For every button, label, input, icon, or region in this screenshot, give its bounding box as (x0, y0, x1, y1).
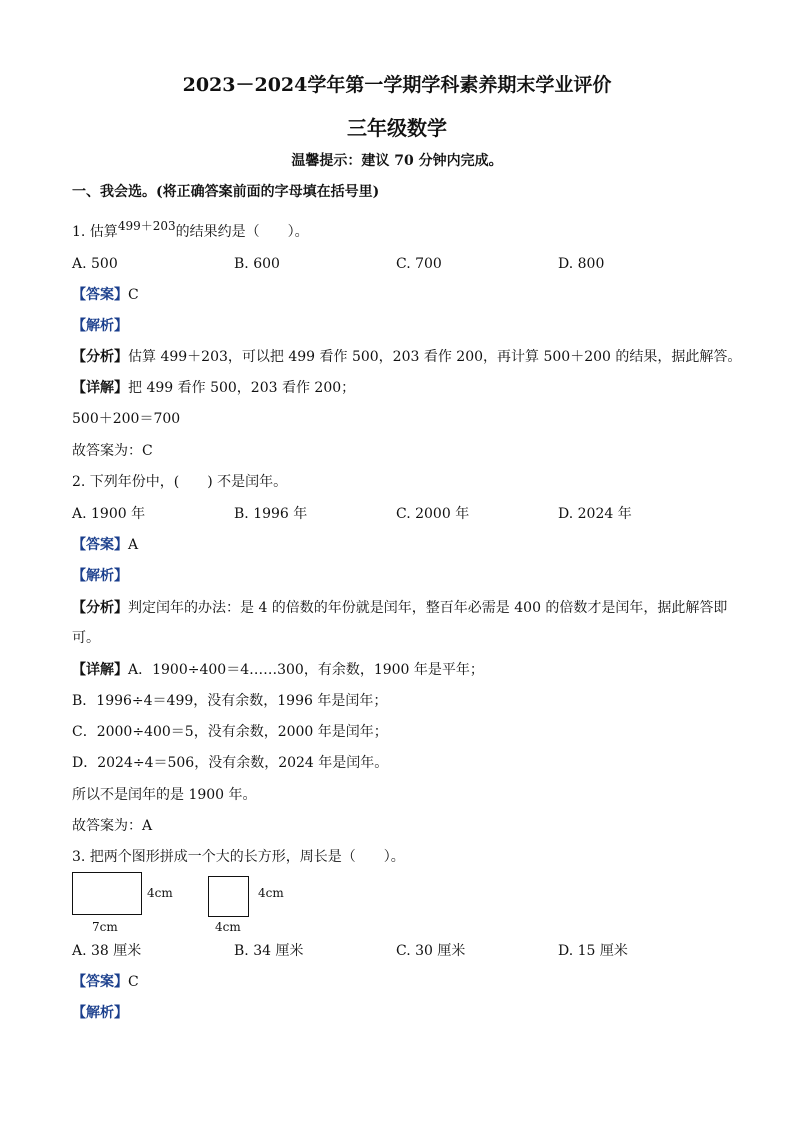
fenxi-tag: 【分析】 (72, 600, 128, 616)
analysis-tag: 【解析】 (72, 318, 128, 334)
q1-xiangjie (72, 378, 355, 398)
q2-conclusion: 故答案为：A (72, 818, 153, 834)
rectangle-figure (72, 872, 142, 915)
exam-tip: 温馨提示：建议 70 分钟内完成。 (291, 153, 503, 169)
xiangjie-tag: 【详解】 (72, 380, 128, 396)
fenxi-tag: 【分析】 (72, 349, 128, 365)
q3-stem: 3. 把两个图形拼成一个大的长方形，周长是（ ）。 (72, 849, 405, 865)
q2-option-b: B. 1996 年 (234, 506, 308, 522)
q3-answer (72, 972, 139, 992)
q1-stem-post: 的结果约是（ ）。 (175, 224, 309, 240)
q2-fenxi (72, 598, 727, 618)
q1-xiangjie-text: 把 499 看作 500，203 看作 200； (128, 380, 356, 396)
q3-option-d: D. 15 厘米 (558, 943, 628, 959)
q2-answer (72, 535, 138, 555)
q1-option-b: B. 600 (234, 256, 280, 272)
q1-conclusion: 故答案为：C (72, 443, 153, 459)
q3-answer-value: C (128, 974, 139, 990)
q3-option-a: A. 38 厘米 (72, 943, 142, 959)
q2-option-c: C. 2000 年 (396, 506, 470, 522)
answer-tag: 【答案】 (72, 287, 128, 303)
q2-fenxi-cont: 可。 (72, 630, 100, 646)
q1-option-c: C. 700 (396, 256, 442, 272)
q3-option-c: C. 30 厘米 (396, 943, 466, 959)
square-figure (208, 876, 249, 917)
q2-line-c: C．2000÷400＝5，没有余数，2000 年是闰年； (72, 724, 388, 740)
answer-tag: 【答案】 (72, 974, 128, 990)
q1-stem-pre: 1. 估算 (72, 224, 118, 240)
rect-height-label: 4cm (147, 886, 173, 900)
rect-width-label: 7cm (92, 920, 118, 934)
q2-stem: 2. 下列年份中，( ) 不是闰年。 (72, 474, 288, 490)
q1-calc: 500＋200＝700 (72, 411, 181, 427)
q1-answer-value: C (128, 287, 139, 303)
q2-fenxi-text: 判定闰年的办法：是 4 的倍数的年份就是闰年，整百年必需是 400 的倍数才是闰年，据此解答即 (128, 600, 728, 616)
q2-analysis (72, 566, 128, 586)
square-bottom-label: 4cm (215, 920, 241, 934)
analysis-tag: 【解析】 (72, 1005, 128, 1021)
analysis-tag: 【解析】 (72, 568, 128, 584)
q2-option-d: D. 2024 年 (558, 506, 632, 522)
q2-answer-value: A (128, 537, 139, 553)
q2-xiangjie (72, 660, 484, 680)
section-heading: 一、我会选。(将正确答案前面的字母填在括号里) (72, 184, 380, 200)
exam-title: 2023－2024学年第一学期学科素养期末学业评价 (182, 74, 612, 96)
xiangjie-tag: 【详解】 (72, 662, 128, 678)
q1-fenxi (72, 347, 741, 367)
exam-subject: 三年级数学 (347, 116, 447, 140)
q1-expression: 499＋203 (117, 219, 176, 233)
square-side-label: 4cm (258, 886, 284, 900)
q2-summary: 所以不是闰年的是 1900 年。 (72, 787, 257, 803)
q3-option-b: B. 34 厘米 (234, 943, 304, 959)
q1-option-a: A. 500 (72, 256, 118, 272)
q2-line-d: D．2024÷4＝506，没有余数，2024 年是闰年。 (72, 755, 389, 771)
q1-stem (72, 219, 309, 242)
q2-option-a: A. 1900 年 (72, 506, 146, 522)
answer-tag: 【答案】 (72, 537, 128, 553)
q2-line-b: B．1996÷4＝499，没有余数，1996 年是闰年； (72, 693, 388, 709)
q1-option-d: D. 800 (558, 256, 605, 272)
q3-analysis (72, 1003, 128, 1023)
q2-line-a: A．1900÷400＝4……300，有余数，1900 年是平年； (128, 662, 484, 678)
q1-analysis (72, 316, 128, 336)
q1-fenxi-text: 估算 499＋203，可以把 499 看作 500，203 看作 200，再计算 500＋200 的结果，据此解答。 (128, 349, 742, 365)
q1-answer (72, 285, 139, 305)
